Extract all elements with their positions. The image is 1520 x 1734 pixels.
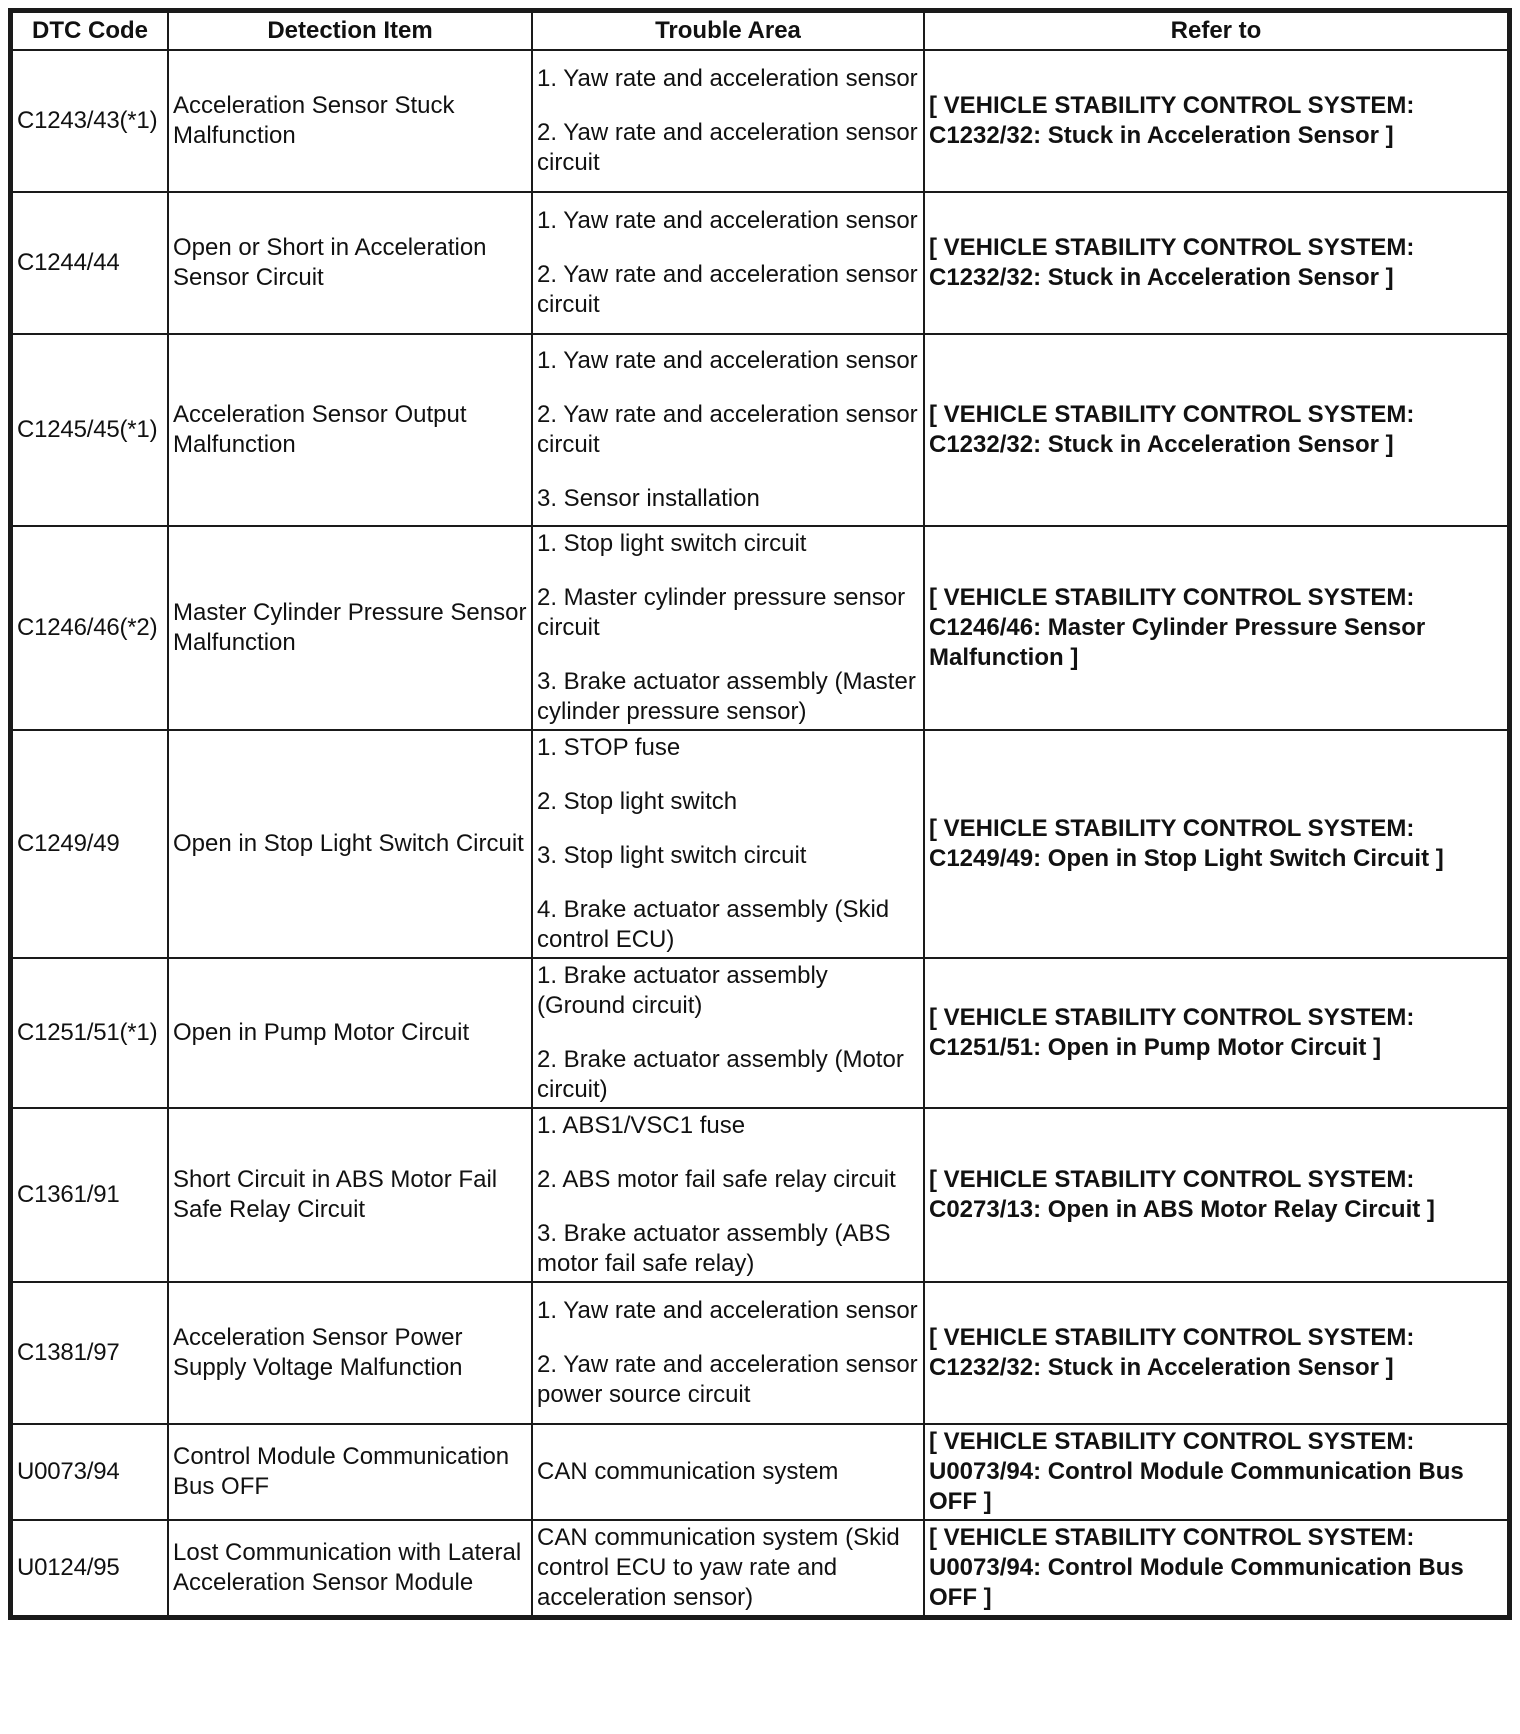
dtc-table-border xyxy=(8,8,1512,1620)
detection-item-cell: Open in Stop Light Switch Circuit xyxy=(168,730,532,958)
trouble-area-item: 2. Yaw rate and acceleration sensor circuit xyxy=(537,261,918,318)
dtc-code-cell: U0124/95 xyxy=(12,1520,168,1616)
trouble-area-cell xyxy=(532,1520,924,1616)
trouble-area-item: 1. Yaw rate and acceleration sensor xyxy=(537,207,918,234)
refer-to-cell: [ VEHICLE STABILITY CONTROL SYSTEM: C1246/46: Master Cylinder Pressure Sensor Malfunction ] xyxy=(924,526,1508,730)
trouble-area-cell xyxy=(532,1424,924,1520)
dtc-code-cell: C1361/91 xyxy=(12,1108,168,1282)
table-row xyxy=(12,958,1508,1108)
detection-item-cell: Open in Pump Motor Circuit xyxy=(168,958,532,1108)
trouble-area-item: 1. Yaw rate and acceleration sensor xyxy=(537,65,918,92)
trouble-area-item: 4. Brake actuator assembly (Skid control ECU) xyxy=(537,896,890,953)
header-trouble-area: Trouble Area xyxy=(532,12,924,50)
table-row xyxy=(12,334,1508,526)
trouble-area-item: 1. Brake actuator assembly (Ground circuit) xyxy=(537,962,828,1019)
refer-to-cell: [ VEHICLE STABILITY CONTROL SYSTEM: C1232/32: Stuck in Acceleration Sensor ] xyxy=(924,50,1508,192)
table-header-row xyxy=(12,12,1508,50)
trouble-area-item: 2. ABS motor fail safe relay circuit xyxy=(537,1166,896,1193)
header-dtc-code: DTC Code xyxy=(12,12,168,50)
refer-to-cell: [ VEHICLE STABILITY CONTROL SYSTEM: U0073/94: Control Module Communication Bus OFF ] xyxy=(924,1424,1508,1520)
trouble-area-item: 2. Stop light switch xyxy=(537,788,738,815)
table-row xyxy=(12,1520,1508,1616)
dtc-code-cell: C1245/45(*1) xyxy=(12,334,168,526)
dtc-code-cell: C1381/97 xyxy=(12,1282,168,1424)
table-row xyxy=(12,1108,1508,1282)
trouble-area-cell xyxy=(532,958,924,1108)
table-body xyxy=(12,50,1508,1616)
refer-to-cell: [ VEHICLE STABILITY CONTROL SYSTEM: C1251/51: Open in Pump Motor Circuit ] xyxy=(924,958,1508,1108)
trouble-area-item: CAN communication system (Skid control ECU to yaw rate and acceleration sensor) xyxy=(537,1524,900,1611)
dtc-code-cell: C1244/44 xyxy=(12,192,168,334)
trouble-area-cell xyxy=(532,192,924,334)
trouble-area-item: 3. Stop light switch circuit xyxy=(537,842,807,869)
detection-item-cell: Acceleration Sensor Power Supply Voltage Malfunction xyxy=(168,1282,532,1424)
table-row xyxy=(12,192,1508,334)
dtc-code-cell: C1249/49 xyxy=(12,730,168,958)
trouble-area-item: CAN communication system xyxy=(537,1458,839,1485)
trouble-area-cell xyxy=(532,50,924,192)
table-row xyxy=(12,50,1508,192)
header-refer-to: Refer to xyxy=(924,12,1508,50)
trouble-area-item: 1. Stop light switch circuit xyxy=(537,530,807,557)
dtc-table-container xyxy=(8,8,1512,1625)
trouble-area-item: 1. STOP fuse xyxy=(537,734,681,761)
trouble-area-item: 3. Sensor installation xyxy=(537,485,760,512)
trouble-area-cell xyxy=(532,334,924,526)
trouble-area-cell xyxy=(532,730,924,958)
trouble-area-item: 3. Brake actuator assembly (Master cylinder pressure sensor) xyxy=(537,668,916,725)
refer-to-cell: [ VEHICLE STABILITY CONTROL SYSTEM: C0273/13: Open in ABS Motor Relay Circuit ] xyxy=(924,1108,1508,1282)
trouble-area-item: 2. Master cylinder pressure sensor circuit xyxy=(537,584,906,641)
detection-item-cell: Acceleration Sensor Stuck Malfunction xyxy=(168,50,532,192)
table-row xyxy=(12,1282,1508,1424)
refer-to-cell: [ VEHICLE STABILITY CONTROL SYSTEM: C1232/32: Stuck in Acceleration Sensor ] xyxy=(924,334,1508,526)
detection-item-cell: Lost Communication with Lateral Acceleration Sensor Module xyxy=(168,1520,532,1616)
trouble-area-item: 1. Yaw rate and acceleration sensor xyxy=(537,1297,918,1324)
table-row xyxy=(12,526,1508,730)
refer-to-cell: [ VEHICLE STABILITY CONTROL SYSTEM: U0073/94: Control Module Communication Bus OFF ] xyxy=(924,1520,1508,1616)
detection-item-cell: Open or Short in Acceleration Sensor Circuit xyxy=(168,192,532,334)
detection-item-cell: Master Cylinder Pressure Sensor Malfunction xyxy=(168,526,532,730)
trouble-area-cell xyxy=(532,1282,924,1424)
trouble-area-item: 2. Yaw rate and acceleration sensor circuit xyxy=(537,119,918,176)
dtc-table xyxy=(11,11,1509,1617)
dtc-code-cell: C1246/46(*2) xyxy=(12,526,168,730)
trouble-area-item: 2. Brake actuator assembly (Motor circuit) xyxy=(537,1046,904,1103)
trouble-area-cell xyxy=(532,526,924,730)
trouble-area-item: 2. Yaw rate and acceleration sensor power source circuit xyxy=(537,1351,918,1408)
trouble-area-item: 3. Brake actuator assembly (ABS motor fail safe relay) xyxy=(537,1220,891,1277)
detection-item-cell: Acceleration Sensor Output Malfunction xyxy=(168,334,532,526)
trouble-area-item: 1. ABS1/VSC1 fuse xyxy=(537,1112,746,1139)
trouble-area-cell xyxy=(532,1108,924,1282)
detection-item-cell: Short Circuit in ABS Motor Fail Safe Relay Circuit xyxy=(168,1108,532,1282)
refer-to-cell: [ VEHICLE STABILITY CONTROL SYSTEM: C1249/49: Open in Stop Light Switch Circuit ] xyxy=(924,730,1508,958)
refer-to-cell: [ VEHICLE STABILITY CONTROL SYSTEM: C1232/32: Stuck in Acceleration Sensor ] xyxy=(924,192,1508,334)
header-detection-item: Detection Item xyxy=(168,12,532,50)
table-row xyxy=(12,1424,1508,1520)
refer-to-cell: [ VEHICLE STABILITY CONTROL SYSTEM: C1232/32: Stuck in Acceleration Sensor ] xyxy=(924,1282,1508,1424)
dtc-code-cell: C1243/43(*1) xyxy=(12,50,168,192)
trouble-area-item: 1. Yaw rate and acceleration sensor xyxy=(537,347,918,374)
detection-item-cell: Control Module Communication Bus OFF xyxy=(168,1424,532,1520)
dtc-code-cell: U0073/94 xyxy=(12,1424,168,1520)
table-row xyxy=(12,730,1508,958)
trouble-area-item: 2. Yaw rate and acceleration sensor circuit xyxy=(537,401,918,458)
dtc-code-cell: C1251/51(*1) xyxy=(12,958,168,1108)
